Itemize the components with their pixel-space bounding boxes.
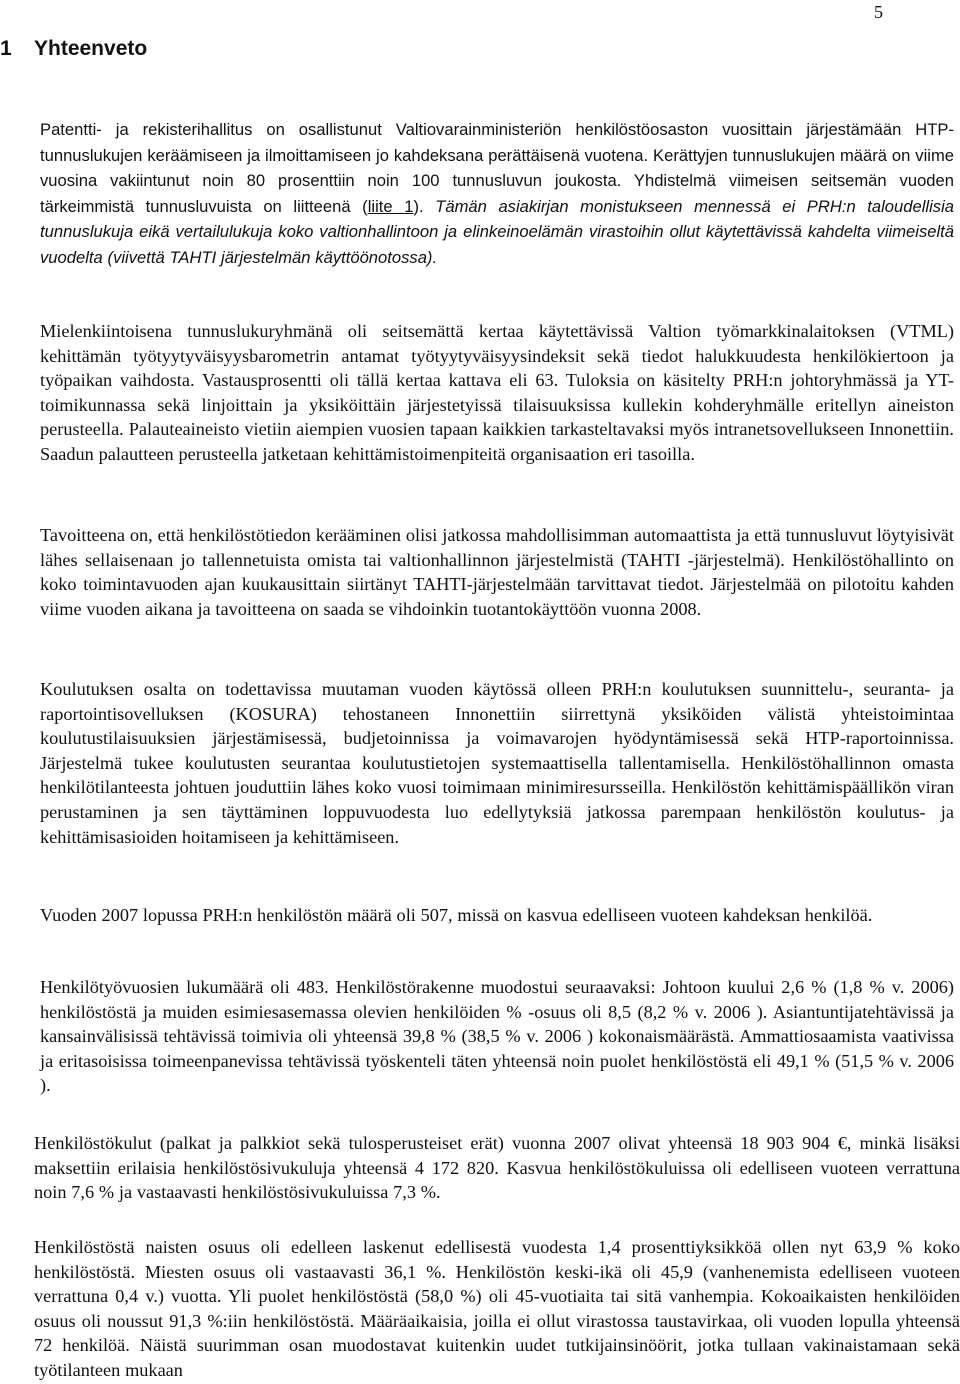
paragraph-headcount: Vuoden 2007 lopussa PRH:n henkilöstön määrä oli 507, missä on kasvua edelliseen vuoteen kahdeksan henkilöä.: [40, 905, 873, 925]
appendix-link[interactable]: liite 1: [367, 196, 414, 216]
paragraph-htp-overview-close: ).: [413, 196, 436, 216]
paragraph-job-satisfaction: Mielenkiintoisena tunnuslukuryhmänä oli seitsemättä kertaa käytettävissä Valtion työmarkkinalaitoksen (VTML) kehittämän työtyytyväisyysbarometrin antamat työtyytyväisyysindeksit sekä tiedot halukkuudesta henkilökiertoon ja työpaikan vaihdosta. Vastausprosentti oli tällä kertaa kattava eli 63. Tuloksia on käsitelty PRH:n johtoryhmässä ja YT-toimikunnassa sekä linjoittain ja yksiköittäin järjestetyissä tilaisuuksissa kullekin kohderyhmälle eritellyn aineiston perusteella. Palauteaineisto vietiin aiempien vuosien tapaan kaikkien tarkasteltavaksi myös intranetsovellukseen Innonettiin. Saadun palautteen perusteella jatketaan kehittämistoimenpiteitä organisaation eri tasoilla.: [40, 321, 954, 464]
section-heading: [0, 37, 147, 61]
section-number: 1: [0, 37, 12, 60]
paragraph-demographics: Henkilöstöstä naisten osuus oli edelleen laskenut edellisestä vuodesta 1,4 prosenttiyksikköä ollen nyt 63,9 % koko henkilöstöstä. Miesten osuus oli vastaavasti 36,1 %. Henkilöstön keski-ikä oli 45,9 (vanhenemista edelliseen vuoteen verrattuna 0,4 v.) vuotta. Yli puolet henkilöstöstä (58,0 %) oli 45-vuotiaita tai sitä vanhempia. Kokoaikaisten henkilöiden osuus oli noussut 91,3 %:iin henkilöstöstä. Määräaikaisia, joilla ei ollut virastossa taustavirkaa, oli vuoden lopulla yhteensä 72 henkilöä. Näistä suurimman osan muodostavat kuitenkin uudet tutkijainsinöörit, jotka tullaan vakinaistamaan sekä työtilanteen mukaan: [34, 1237, 960, 1380]
paragraph-personnel-structure: Henkilötyövuosien lukumäärä oli 483. Henkilöstörakenne muodostui seuraavaksi: Johtoon kuului 2,6 % (1,8 % v. 2006) henkilöstöstä ja muiden esimiesasemassa olevien henkilöiden % -osuus oli 8,5 (8,2 % v. 2006 ). Asiantuntijatehtävissä ja kansainvälisissä tehtävissä toimivia oli yhteensä 39,8 % (38,5 % v. 2006 ) kokonaismäärästä. Ammattiosaamista vaativissa ja eritasoisissa toimeenpanevissa tehtävissä työskenteli täten yhteensä noin puolet henkilöstöstä eli 49,1 % (51,5 % v. 2006 ).: [40, 977, 954, 1096]
section-title: Yhteenveto: [34, 37, 148, 60]
paragraph-personnel-costs: Henkilöstökulut (palkat ja palkkiot sekä tulosperusteiset erät) vuonna 2007 olivat yhteensä 18 903 904 €, minkä lisäksi maksettiin erilaisia henkilöstösivukuluja yhteensä 4 172 820. Kasvua henkilöstökuluissa oli edelliseen vuoteen verrattuna noin 7,6 % ja vastaavasti henkilöstösivukuluissa 7,3 %.: [34, 1133, 960, 1203]
paragraph-training: Koulutuksen osalta on todettavissa muutaman vuoden käytössä olleen PRH:n koulutuksen suunnittelu-, seuranta- ja raportointisovelluksen (KOSURA) tehostaneen Innonettiin siirrettynä yksiköiden välistä yhteistoimintaa koulutustilaisuuksien järjestämisessä, budjetoinnissa ja voimavarojen hyödyntämisessä sekä HTP-raportoinnissa. Järjestelmä tukee koulutusten seurantaa koulutustietojen systemaattisella tallentamisella. Henkilöstöhallinnon omasta henkilötilanteesta johtuen jouduttiin lähes koko vuosi toimimaan minimiresursseilla. Henkilöstön kehittämispäällikön viran perustaminen ja sen täyttäminen loppuvuodesta luo edellytyksiä jatkossa parempaan henkilöstön koulutus- ja kehittämisasioiden hoitamiseen ja kehittämiseen.: [40, 679, 954, 847]
paragraph-htp-overview-note: Tämän asiakirjan monistukseen mennessä ei PRH:n taloudellisia tunnuslukuja eikä vertailulukuja koko valtionhallintoon ja elinkeinoelämän virastoihin ollut käytettävissä kahdelta viimeiseltä vuodelta (viivettä TAHTI järjestelmän käyttöönotossa).: [40, 196, 954, 267]
paragraph-htp-overview: [40, 117, 954, 271]
paragraph-tahti-goal: Tavoitteena on, että henkilöstötiedon kerääminen olisi jatkossa mahdollisimman automaattista ja että tunnusluvut löytyisivät lähes sellaisenaan jo tallennetuista omista tai valtionhallinnon järjestelmistä (TAHTI -järjestelmä). Henkilöstöhallinto on koko toimintavuoden ajan kuukausittain siirtänyt TAHTI-järjestelmään tarvittavat tiedot. Järjestelmää on pilotoitu kahden viime vuoden aikana ja tavoitteena on saada se vihdoinkin tuotantokäyttöön vuonna 2008.: [40, 525, 954, 619]
page-number: 5: [874, 2, 883, 22]
paragraph-htp-overview-text: Patentti- ja rekisterihallitus on osallistunut Valtiovarainministeriön henkilöstöosaston vuosittain järjestämään HTP-tunnuslukujen keräämiseen ja ilmoittamiseen jo kahdeksana perättäisenä vuotena. Kerättyjen tunnuslukujen määrä on viime vuosina vakiintunut noin 80 prosenttiin noin 100 tunnusluvun joukosta. Yhdistelmä viimeisen seitsemän vuoden tärkeimmistä tunnusluvuista on liitteenä (: [40, 120, 954, 216]
